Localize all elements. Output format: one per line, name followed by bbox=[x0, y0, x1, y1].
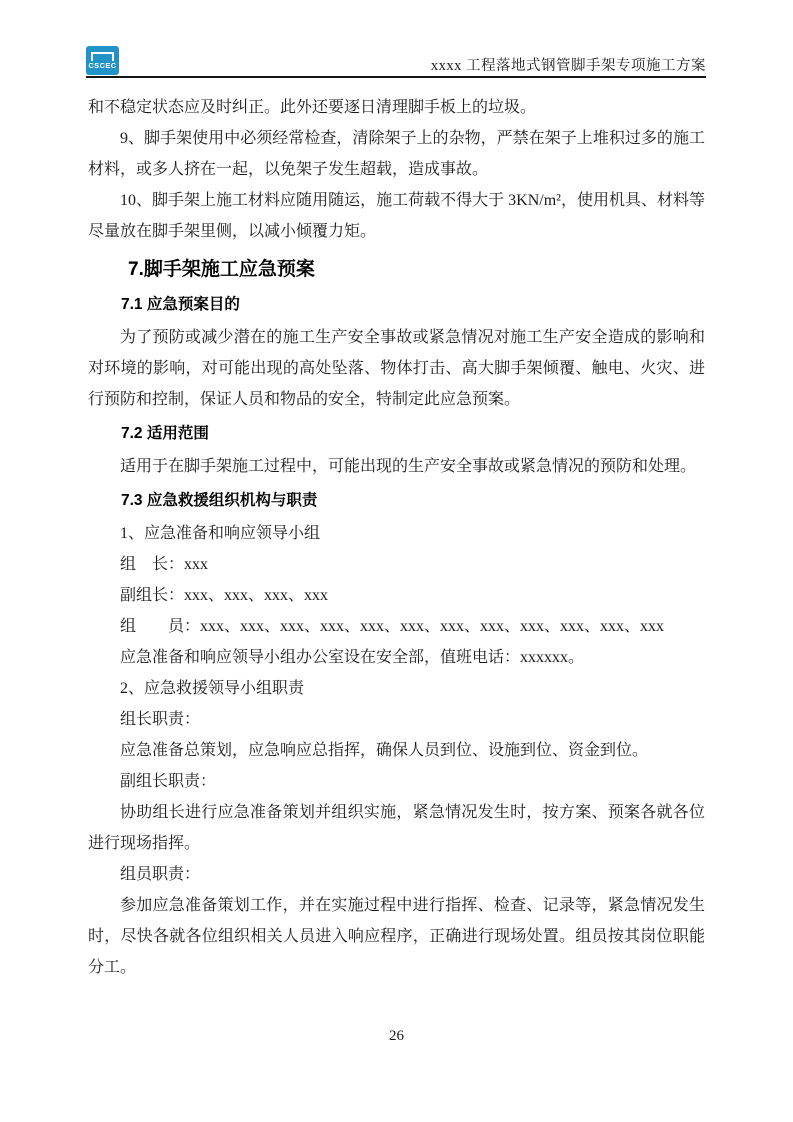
para-leader-duty: 应急准备总策划，应急响应总指挥，确保人员到位、设施到位、资金到位。 bbox=[120, 742, 649, 759]
document-body bbox=[88, 92, 705, 983]
line-deputy-duty-title: 副组长职责： bbox=[120, 773, 217, 790]
para-member-duty: 参加应急准备策划工作，并在实施过程中进行指挥、检查、记录等，紧急情况发生时，尽快各就各位组织相关人员进入响应程序，正确进行现场处置。组员按其岗位职能分工。 bbox=[88, 897, 705, 976]
cscec-logo-label: CSCEC bbox=[88, 60, 117, 70]
para-item-10: 10、脚手架上施工材料应随用随运，施工荷载不得大于 3KN/m²，使用机具、材料等尽量放在脚手架里侧，以减小倾覆力矩。 bbox=[88, 192, 705, 240]
para-group-item-1: 1、应急准备和响应领导小组 bbox=[120, 525, 321, 542]
para-deputy-duty: 协助组长进行应急准备策划并组织实施，紧急情况发生时，按方案、预案各就各位进行现场指挥。 bbox=[88, 804, 705, 852]
para-carryover: 和不稳定状态应及时纠正。此外还要逐日清理脚手板上的垃圾。 bbox=[88, 99, 537, 116]
para-group-item-2: 2、应急救援领导小组职责 bbox=[120, 680, 305, 697]
header-document-title: xxxx 工程落地式钢管脚手架专项施工方案 bbox=[430, 58, 706, 74]
para-7-2-scope: 适用于在脚手架施工过程中，可能出现的生产安全事故或紧急情况的预防和处理。 bbox=[120, 458, 697, 475]
cscec-logo-bars bbox=[91, 52, 114, 61]
cscec-logo-icon bbox=[86, 46, 119, 75]
line-leader-duty-title: 组长职责： bbox=[120, 711, 201, 728]
heading-7-1: 7.1 应急预案目的 bbox=[121, 296, 240, 313]
page-number: 26 bbox=[389, 1028, 404, 1044]
heading-section-7: 7.脚手架施工应急预案 bbox=[128, 259, 315, 280]
line-member-duty-title: 组员职责： bbox=[120, 866, 201, 883]
line-duty-office: 应急准备和响应领导小组办公室设在安全部，值班电话：xxxxxx。 bbox=[120, 649, 585, 666]
heading-7-3: 7.3 应急救援组织机构与职责 bbox=[121, 492, 318, 509]
line-group-leader: 组 长：xxx bbox=[120, 556, 209, 573]
line-group-members: 组 员：xxx、xxx、xxx、xxx、xxx、xxx、xxx、xxx、xxx、xxx、xxx、xxx bbox=[120, 618, 665, 635]
line-deputy-leaders: 副组长：xxx、xxx、xxx、xxx bbox=[120, 587, 329, 604]
heading-7-2: 7.2 适用范围 bbox=[121, 425, 209, 442]
page-header bbox=[86, 44, 706, 78]
para-7-1-purpose: 为了预防或减少潜在的施工生产安全事故或紧急情况对施工生产安全造成的影响和对环境的影响，对可能出现的高处坠落、物体打击、高大脚手架倾覆、触电、火灾、进行预防和控制，保证人员和物品的安全，特制定此应急预案。 bbox=[88, 329, 705, 408]
para-item-9: 9、脚手架使用中必须经常检查，清除架子上的杂物，严禁在架子上堆积过多的施工材料，或多人挤在一起，以免架子发生超载，造成事故。 bbox=[88, 130, 705, 178]
